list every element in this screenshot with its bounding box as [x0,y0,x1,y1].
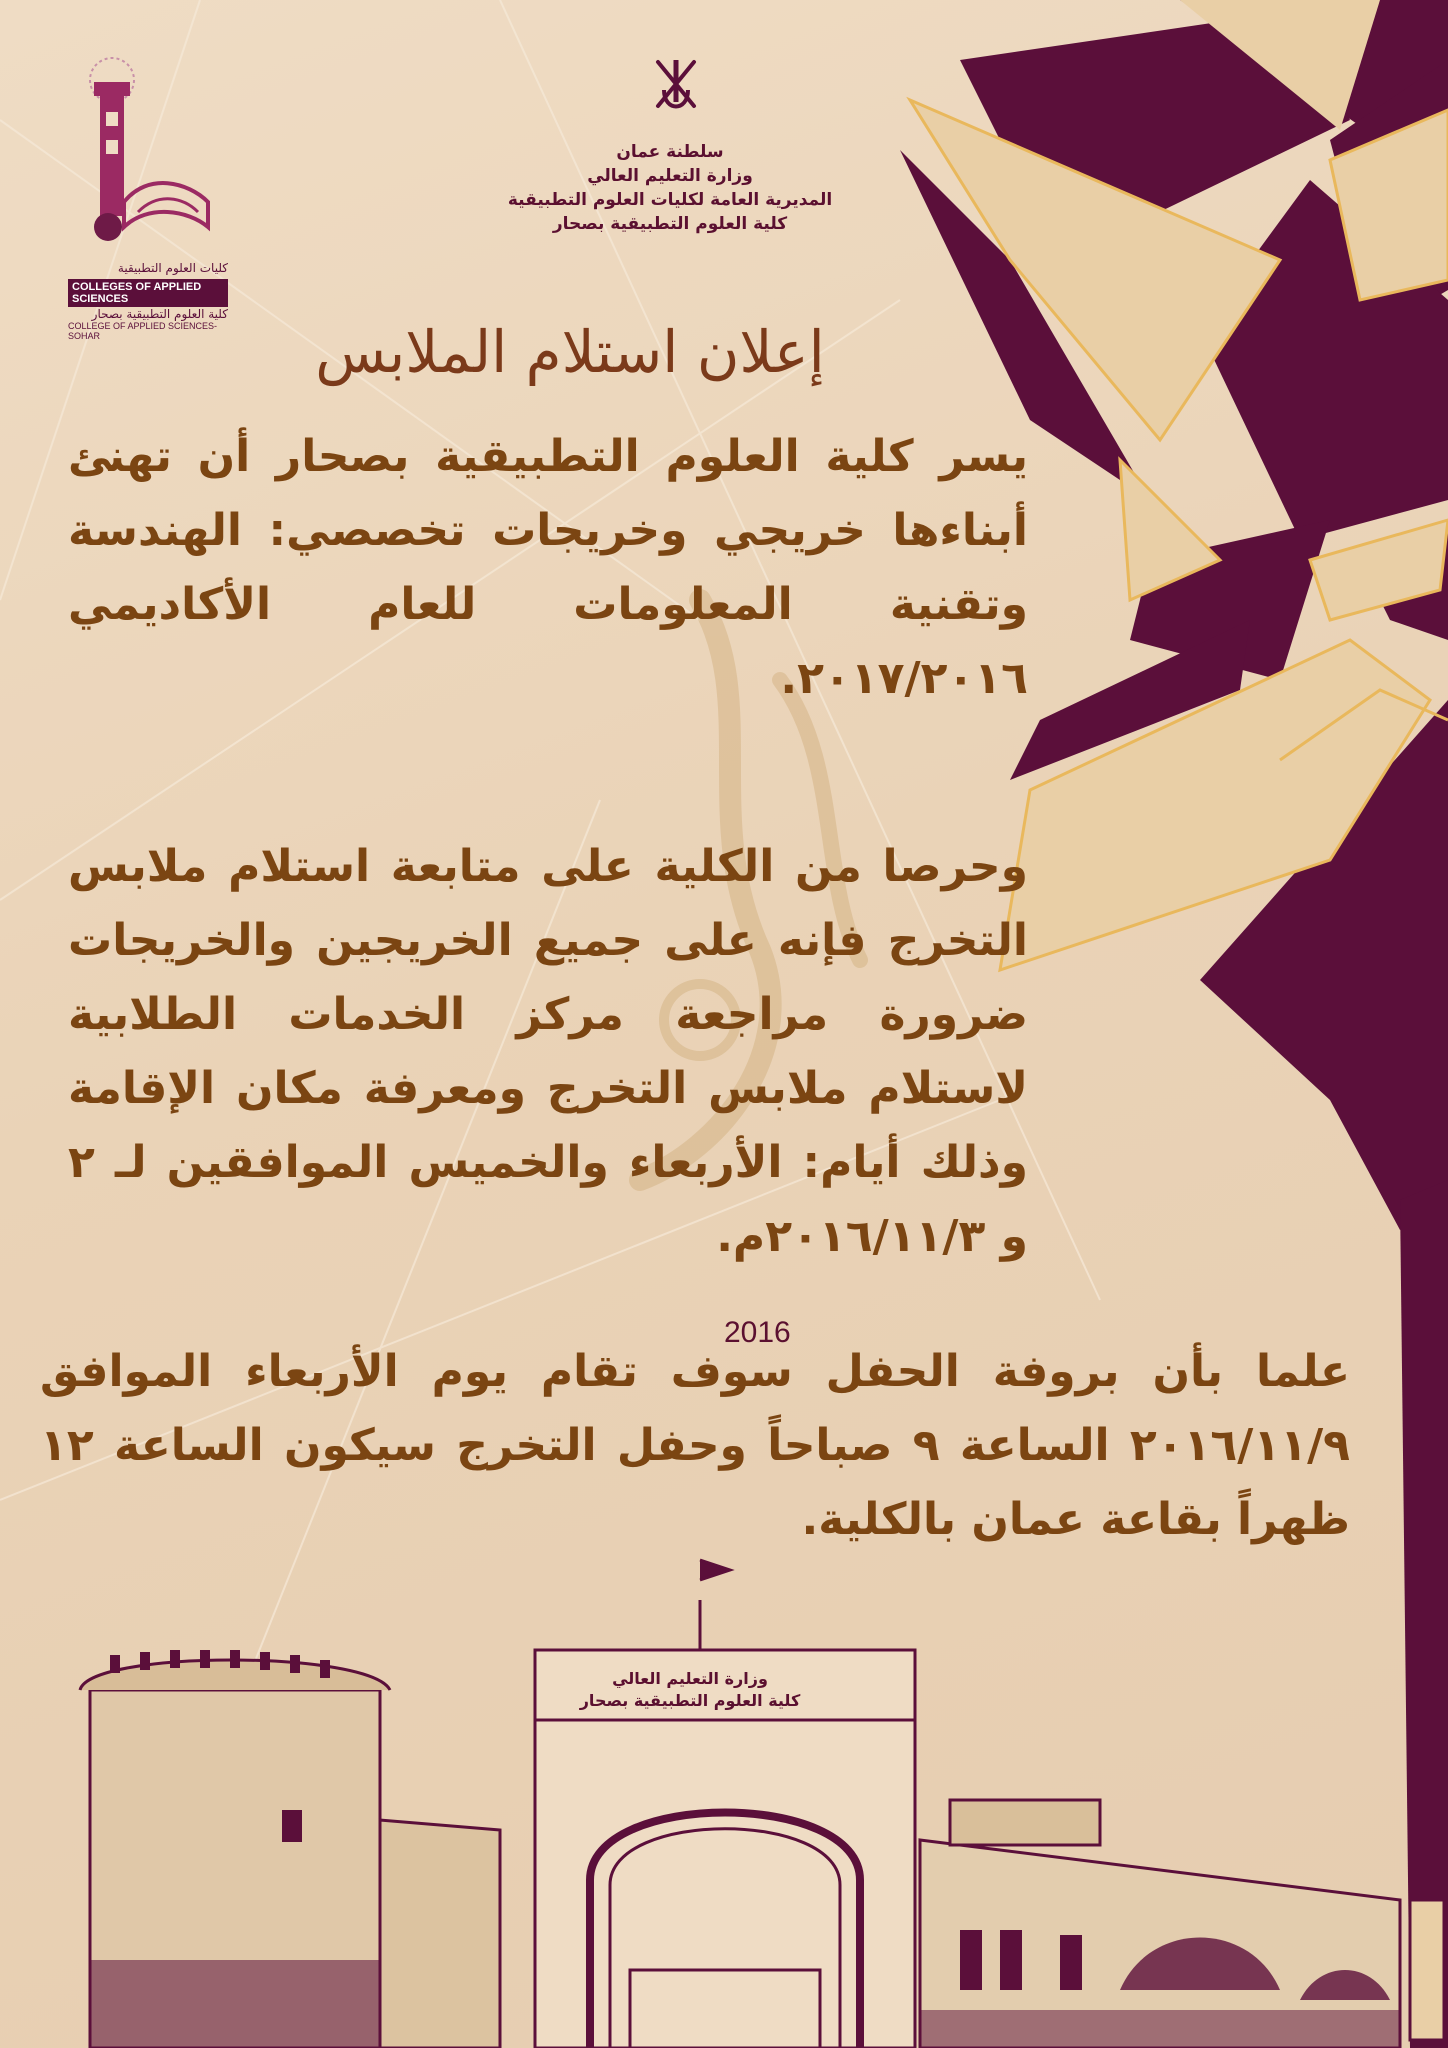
college-tower-logo-icon [68,52,218,257]
gate-inscription [560,1668,820,1712]
ministry-header [470,140,870,236]
gate-line-1: وزارة التعليم العالي [612,1669,768,1688]
header-line-2: وزارة التعليم العالي [587,166,753,186]
year-mark: 2016 [724,1316,791,1349]
paragraph-gown-collection: وحرصا من الكلية على متابعة استلام ملابس التخرج فإنه على جميع الخريجين والخريجات ضرورة مراجعة مركز الخدمات الطلابية لاستلام ملابس التخرج ومعرفة مكان الإقامة وذلك أيام: الأربعاء والخميس الموافقين لـ ٢ و ٢٠١٦/١١/٣م. [68,841,1028,1262]
oman-emblem-icon [650,56,702,116]
gate-line-2: كلية العلوم التطبيقية بصحار [579,1691,801,1710]
skyline [80,1560,1444,2048]
announcement-title: إعلان استلام الملابس [315,318,825,386]
paragraph-ceremony-details: علما بأن بروفة الحفل سوف تقام يوم الأربعاء الموافق ٢٠١٦/١١/٩ الساعة ٩ صباحاً وحفل التخرج سيكون الساعة ١٢ ظهراً بقاعة عمان بالكلية. [40,1346,1350,1545]
logo-name-en: COLLEGES OF APPLIED SCIENCES [68,279,228,307]
logo-branch-en: COLLEGE OF APPLIED SCIENCES-SOHAR [68,321,218,341]
college-logo [68,52,228,341]
header-line-3: المديرية العامة لكليات العلوم التطبيقية [507,190,833,210]
logo-name-ar: كليات العلوم التطبيقية [117,261,228,275]
header-line-4: كلية العلوم التطبيقية بصحار [552,214,788,234]
paragraph-congratulations: يسر كلية العلوم التطبيقية بصحار أن تهنئ أبناءها خريجي وخريجات تخصصي: الهندسة وتقنية المعلومات للعام الأكاديمي ٢٠١٧/٢٠١٦. [68,431,1028,704]
logo-branch-ar: كلية العلوم التطبيقية بصحار [91,307,228,321]
header-line-1: سلطنة عمان [616,142,724,162]
